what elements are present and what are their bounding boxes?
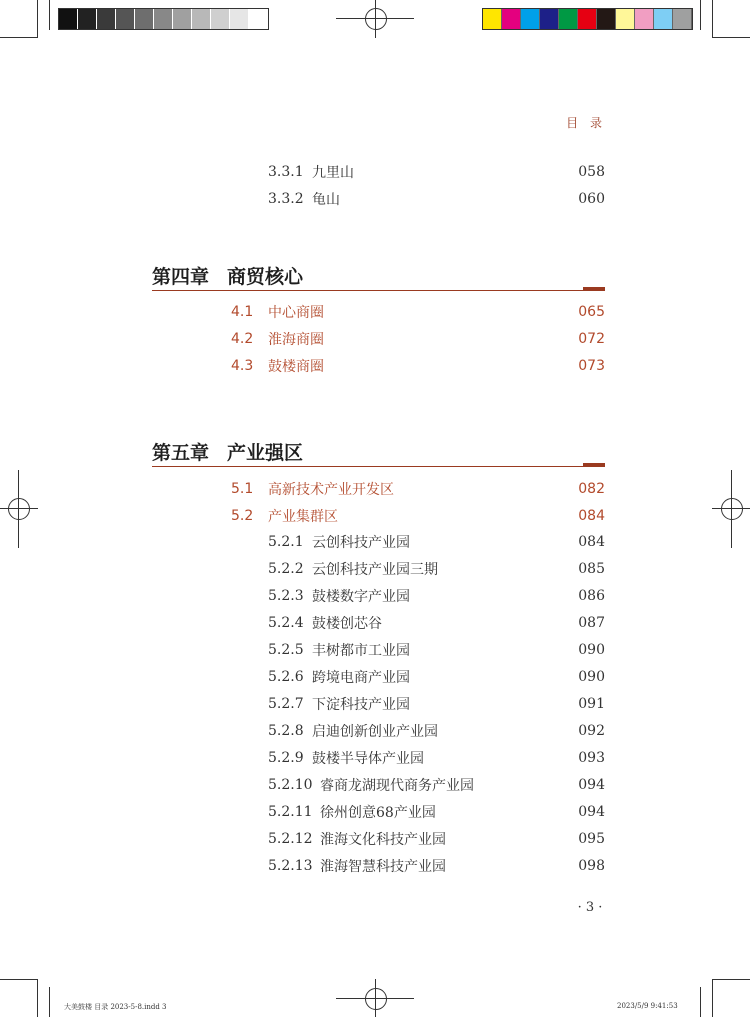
entry-title: 云创科技产业园 [312,535,410,551]
toc-entry-5-2-11[interactable] [268,802,605,822]
toc-entry-3-3-2[interactable] [268,189,605,209]
grayscale-color-bar [58,8,269,30]
toc-entry-5-2-8[interactable] [268,721,605,741]
chapter-label: 第四章 [152,266,210,288]
entry-title: 淮海商圈 [268,332,324,348]
process-color-swatch [673,9,692,29]
grayscale-swatch [192,9,211,29]
grayscale-swatch [78,9,97,29]
grayscale-swatch [97,9,116,29]
chapter-rule [152,466,605,467]
entry-number: 5.2.13 [268,858,313,874]
toc-entry-3-3-1[interactable] [268,162,605,182]
toc-entry-5-2-12[interactable] [268,829,605,849]
grayscale-swatch [173,9,192,29]
entry-title: 淮海文化科技产业园 [320,832,446,848]
chapter-heading-4[interactable] [152,262,605,296]
grayscale-swatch [135,9,154,29]
entry-page: 098 [578,858,605,874]
entry-number: 5.2.3 [268,588,304,604]
entry-title: 高新技术产业开发区 [268,482,394,498]
entry-title: 启迪创新创业产业园 [312,724,438,740]
entry-title: 产业集群区 [268,509,338,525]
process-color-swatch [616,9,635,29]
toc-entry-4-1[interactable] [231,302,605,322]
toc-entry-4-3[interactable] [231,356,605,376]
toc-entry-5-2-1[interactable] [268,532,605,552]
chapter-accent-bar [583,287,605,290]
entry-number: 5.2.10 [268,777,313,793]
entry-title: 云创科技产业园三期 [312,562,438,578]
entry-title: 下淀科技产业园 [312,697,410,713]
entry-page: 073 [578,358,605,374]
entry-number: 5.2.6 [268,669,304,685]
chapter-title: 产业强区 [227,442,304,464]
grayscale-swatch [211,9,230,29]
toc-entry-5-2-10[interactable] [268,775,605,795]
chapter-label: 第五章 [152,442,210,464]
process-color-swatch [540,9,559,29]
entry-title: 鼓楼商圈 [268,359,324,375]
process-color-swatch [597,9,616,29]
toc-entry-5-2-2[interactable] [268,559,605,579]
toc-entry-5-2-4[interactable] [268,613,605,633]
entry-number: 5.2.2 [268,561,304,577]
entry-page: 093 [578,750,605,766]
entry-page: 085 [578,561,605,577]
entry-title: 鼓楼半导体产业园 [312,751,424,767]
slug-timestamp: 2023/5/9 9:41:53 [617,1002,678,1010]
entry-page: 058 [578,164,605,180]
grayscale-swatch [154,9,173,29]
grayscale-swatch [116,9,135,29]
entry-page: 090 [578,642,605,658]
slug-file-info: 大美鼓楼 目录 2023-5-8.indd 3 [64,1003,167,1011]
entry-title: 跨境电商产业园 [312,670,410,686]
chapter-accent-bar [583,463,605,466]
entry-number: 5.2.1 [268,534,304,550]
entry-number: 5.2.4 [268,615,304,631]
entry-page: 094 [578,777,605,793]
toc-entry-4-2[interactable] [231,329,605,349]
entry-number: 4.1 [231,304,254,320]
process-color-swatch [483,9,502,29]
grayscale-swatch [59,9,78,29]
entry-page: 086 [578,588,605,604]
toc-entry-5-1[interactable] [231,479,605,499]
grayscale-swatch [249,9,268,29]
chapter-heading-5[interactable] [152,438,605,472]
entry-number: 5.2.5 [268,642,304,658]
page-number: · 3 · [577,900,603,915]
entry-number: 4.3 [231,358,254,374]
entry-number: 4.2 [231,331,254,347]
toc-entry-5-2-9[interactable] [268,748,605,768]
grayscale-swatch [230,9,249,29]
entry-number: 5.2.11 [268,804,313,820]
entry-page: 084 [578,508,605,524]
process-color-swatch [521,9,540,29]
toc-entry-5-2-3[interactable] [268,586,605,606]
process-color-swatch [654,9,673,29]
toc-entry-5-2-13[interactable] [268,856,605,876]
entry-page: 092 [578,723,605,739]
entry-number: 5.2.12 [268,831,313,847]
entry-number: 5.1 [231,481,254,497]
toc-entry-5-2-6[interactable] [268,667,605,687]
entry-title: 徐州创意68产业园 [320,805,436,821]
chapter-title: 商贸核心 [227,266,304,288]
entry-title: 淮海智慧科技产业园 [320,859,446,875]
entry-title: 鼓楼数字产业园 [312,589,410,605]
entry-page: 095 [578,831,605,847]
entry-number: 5.2.8 [268,723,304,739]
entry-number: 3.3.1 [268,164,304,180]
entry-page: 065 [578,304,605,320]
entry-page: 082 [578,481,605,497]
process-color-bar [482,8,693,30]
entry-number: 5.2.7 [268,696,304,712]
entry-page: 060 [578,191,605,207]
entry-page: 084 [578,534,605,550]
entry-page: 091 [578,696,605,712]
entry-page: 087 [578,615,605,631]
toc-entry-5-2-5[interactable] [268,640,605,660]
entry-page: 072 [578,331,605,347]
entry-title: 丰树都市工业园 [312,643,410,659]
entry-title: 睿商龙湖现代商务产业园 [320,778,474,794]
entry-title: 中心商圈 [268,305,324,321]
process-color-swatch [578,9,597,29]
chapter-rule [152,290,605,291]
entry-number: 3.3.2 [268,191,304,207]
entry-number: 5.2 [231,508,254,524]
process-color-swatch [502,9,521,29]
entry-number: 5.2.9 [268,750,304,766]
entry-title: 龟山 [312,192,340,208]
process-color-swatch [559,9,578,29]
toc-entry-5-2-7[interactable] [268,694,605,714]
entry-title: 九里山 [312,165,354,181]
entry-title: 鼓楼创芯谷 [312,616,382,632]
toc-entry-5-2[interactable] [231,506,605,526]
running-header: 目 录 [566,116,606,130]
entry-page: 090 [578,669,605,685]
entry-page: 094 [578,804,605,820]
process-color-swatch [635,9,654,29]
